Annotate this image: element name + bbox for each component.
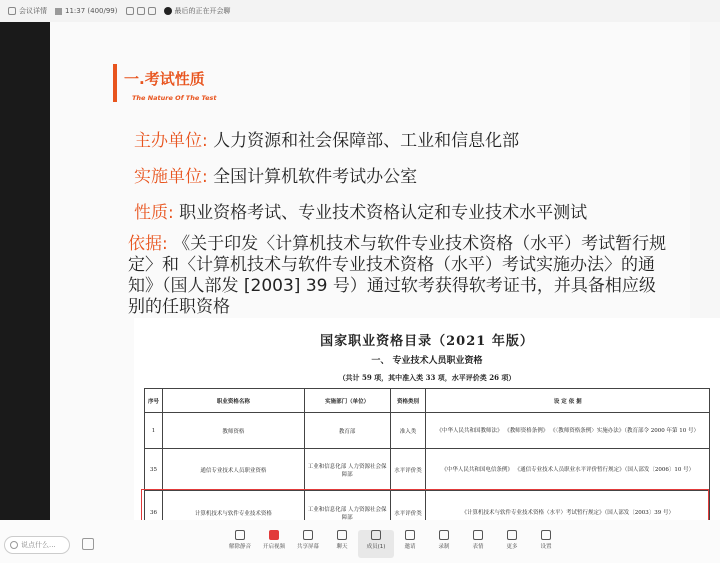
app-label-group[interactable]	[8, 6, 47, 16]
meeting-icon	[8, 7, 16, 15]
more-icon	[507, 530, 517, 540]
tool-label: 更多	[506, 544, 518, 550]
document-subtitle: 一、 专业技术人员职业资格	[371, 356, 483, 366]
tool-label: 共享屏幕	[296, 544, 319, 550]
basis-paragraph	[128, 234, 668, 318]
cell-type: 水平评价类	[390, 449, 426, 491]
cell-dept: 工业和信息化部 人力资源社会保障部	[304, 491, 390, 535]
cell-name: 教师资格	[162, 413, 304, 449]
room-title: 最后的正在开会聊	[174, 7, 231, 15]
host-value: 人力资源和社会保障部、工业和信息化部	[213, 131, 520, 151]
slide-heading-sub: The Nature Of The Test	[132, 94, 217, 102]
tool-mute-button[interactable]	[222, 530, 258, 558]
tool-chat-button[interactable]	[324, 530, 360, 558]
record-icon	[439, 530, 449, 540]
room-title-group	[164, 6, 231, 16]
time-label: 11:37 (400/99)	[65, 7, 118, 15]
share-screen-icon	[303, 530, 313, 540]
cell-name: 计算机技术与软件专业技术资格	[162, 491, 304, 535]
table-header-row	[145, 389, 710, 413]
cell-dept: 工业和信息化部 人力资源社会保障部	[304, 449, 390, 491]
cell-basis: 《中华人民共和国教师法》 《教师资格条例》 《〈教师资格条例〉实施办法》（教育部令 2000 年第 10 号）	[426, 413, 710, 449]
share-icon[interactable]	[137, 7, 145, 15]
window-icon[interactable]	[148, 7, 156, 15]
tool-label: 解除静音	[228, 544, 251, 550]
nature-label: 性质:	[134, 203, 174, 223]
col-header: 资格类别	[390, 389, 426, 413]
emoji-icon	[473, 530, 483, 540]
signal-icon	[55, 8, 62, 15]
host-label: 主办单位:	[134, 131, 208, 151]
nature-row	[134, 198, 587, 223]
tool-label: 邀请	[404, 544, 416, 550]
app-label: 会议详情	[19, 7, 47, 15]
tool-share-button[interactable]	[290, 530, 326, 558]
chat-placeholder: 说点什么...	[21, 541, 56, 549]
cell-name: 通信专业技术人员职业资格	[162, 449, 304, 491]
members-icon	[371, 530, 381, 540]
heading-accent-bar	[113, 64, 117, 102]
tool-settings-button[interactable]	[528, 530, 564, 558]
avatar	[164, 7, 172, 15]
impl-value: 全国计算机软件考试办公室	[213, 167, 418, 187]
host-row	[134, 126, 519, 151]
tool-label: 录制	[438, 544, 450, 550]
left-sidebar	[0, 22, 50, 520]
col-header: 职业资格名称	[162, 389, 304, 413]
top-status-bar	[0, 0, 720, 22]
toolbar-icons	[126, 7, 156, 15]
tool-label: 开启视频	[262, 544, 285, 550]
col-header: 实施部门（单位）	[304, 389, 390, 413]
cell-num: 1	[145, 413, 163, 449]
tool-label: 成员(1)	[366, 544, 386, 550]
cell-basis: 《计算机技术与软件专业技术资格（水平）考试暂行规定》（国人部发〔2003〕39 号）	[426, 491, 710, 535]
impl-label: 实施单位:	[134, 167, 208, 187]
chat-input[interactable]	[4, 536, 70, 554]
tool-more-button[interactable]	[494, 530, 530, 558]
tool-emoji-button[interactable]	[460, 530, 496, 558]
document-note: （共计 59 项，其中准入类 33 项，水平评价类 26 项）	[338, 373, 516, 382]
chat-bubble-icon	[337, 530, 347, 540]
copy-icon[interactable]	[126, 7, 134, 15]
cell-basis: 《中华人民共和国电信条例》 《通信专业技术人员职业水平评价暂行规定》（国人部发〔2006〕10 号）	[426, 449, 710, 491]
basis-value: 《关于印发〈计算机技术与软件专业技术资格（水平）考试暂行规定〉和〈计算机技术与软件专业技术资格（水平）考试实施办法〉的通知》（国人部发 [2003] 39 号）通过软考获得软考证书，并具备相应级别的任职资格	[128, 234, 667, 317]
nature-value: 职业资格考试、专业技术资格认定和专业技术水平测试	[179, 203, 588, 223]
video-icon	[269, 530, 279, 540]
cell-type: 准入类	[390, 413, 426, 449]
cell-type: 水平评价类	[390, 491, 426, 535]
invite-icon	[405, 530, 415, 540]
tool-label: 设置	[540, 544, 552, 550]
tool-members-button[interactable]	[358, 530, 394, 558]
microphone-icon	[235, 530, 245, 540]
document-title: 国家职业资格目录（2021 年版）	[320, 334, 534, 349]
col-header: 序号	[145, 389, 163, 413]
tool-record-button[interactable]	[426, 530, 462, 558]
impl-row	[134, 162, 417, 187]
cell-dept: 教育部	[304, 413, 390, 449]
gear-icon	[541, 530, 551, 540]
tool-invite-button[interactable]	[392, 530, 428, 558]
table-row	[145, 413, 710, 449]
slide-heading: 一.考试性质	[124, 70, 205, 88]
col-header: 设 定 依 据	[426, 389, 710, 413]
tool-label: 聊天	[336, 544, 348, 550]
basis-label: 依据:	[128, 234, 168, 254]
time-group	[55, 7, 118, 15]
cell-num: 36	[145, 491, 163, 535]
hand-icon[interactable]	[82, 538, 94, 550]
chat-icon	[10, 541, 18, 549]
table-row	[145, 449, 710, 491]
cell-num: 35	[145, 449, 163, 491]
tool-label: 表情	[472, 544, 484, 550]
tool-video-button[interactable]	[256, 530, 292, 558]
right-margin	[690, 22, 720, 322]
